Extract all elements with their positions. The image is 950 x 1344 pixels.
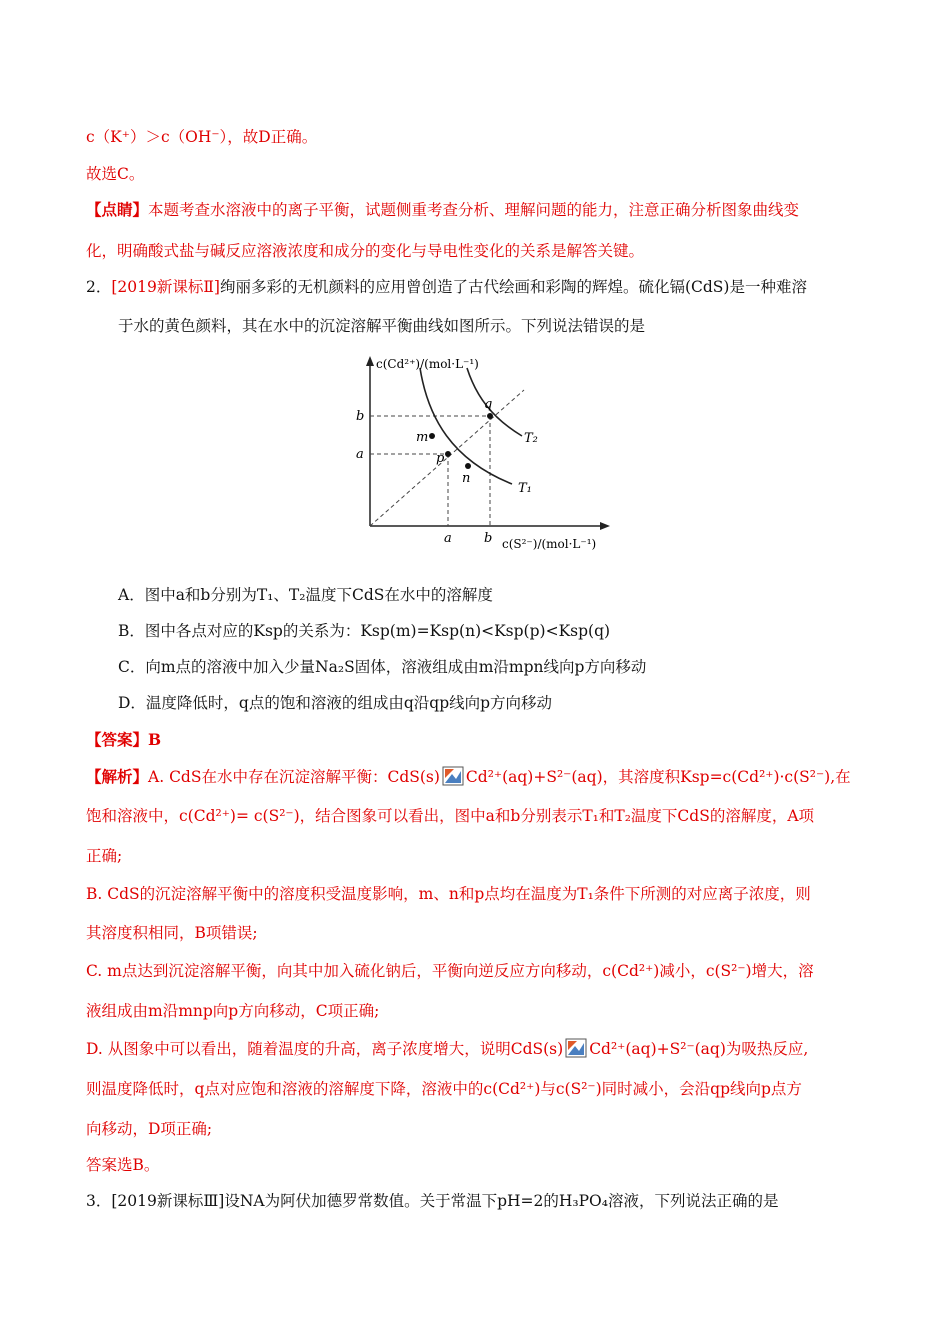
prev-note-line2: 化，明确酸式盐与碱反应溶液浓度和成分的变化与导电性变化的关系是解答关键。 bbox=[86, 242, 645, 260]
point-m bbox=[429, 433, 435, 439]
analysis-c-line1: C. m点达到沉淀溶解平衡，向其中加入硫化钠后，平衡向逆反应方向移动，c(Cd²⁺)减小，c(S²⁻)增大，溶 bbox=[86, 962, 814, 980]
note-tag: 【点睛】 bbox=[86, 200, 149, 219]
prev-note-line1 bbox=[86, 199, 799, 221]
point-n bbox=[465, 463, 471, 469]
label-m: m bbox=[416, 430, 429, 445]
q2-stem-line1 bbox=[86, 276, 807, 298]
q2-stem-text: 绚丽多彩的无机颜料的应用曾创造了古代绘画和彩陶的辉煌。硫化镉(CdS)是一种难溶 bbox=[219, 278, 807, 296]
analysis-d-line2: 则温度降低时，q点对应饱和溶液的溶解度下降，溶液中的c(Cd²⁺)与c(S²⁻)同时减小，会沿qp线向p点方 bbox=[86, 1080, 802, 1098]
broken-image-icon bbox=[565, 1038, 587, 1058]
point-q bbox=[487, 413, 493, 419]
y-tick-b: b bbox=[356, 409, 365, 424]
analysis-a-line2: 饱和溶液中，c(Cd²⁺)= c(S²⁻)，结合图象可以看出，图中a和b分别表示T₁和T₂温度下CdS的溶解度，A项 bbox=[86, 807, 815, 825]
option-d: D．温度降低时，q点的饱和溶液的组成由q沿qp线向p方向移动 bbox=[118, 694, 553, 712]
q2-number: 2． bbox=[86, 278, 112, 296]
analysis-c-line2: 液组成由m沿mnp向p方向移动，C项正确; bbox=[86, 1002, 380, 1020]
y-axis-label: c(Cd²⁺)/(mol·L⁻¹) bbox=[376, 357, 479, 371]
option-b: B．图中各点对应的Ksp的关系为：Ksp(m)=Ksp(n)<Ksp(p)<Ksp(q) bbox=[118, 622, 611, 640]
q2-source: [2019新课标Ⅱ] bbox=[111, 278, 220, 296]
prev-conclusion: c（K⁺）＞c（OH⁻），故D正确。 bbox=[86, 128, 318, 146]
label-q: q bbox=[484, 397, 493, 412]
solubility-figure bbox=[352, 348, 620, 556]
prev-choice: 故选C。 bbox=[86, 165, 145, 183]
analysis-d-line1 bbox=[86, 1038, 808, 1060]
label-p: p bbox=[436, 451, 445, 466]
analysis-b-line2: 其溶度积相同，B项错误; bbox=[86, 924, 258, 942]
analysis-tag: 【解析】 bbox=[86, 767, 149, 786]
analysis-d-text1: D. 从图象中可以看出，随着温度的升高，离子浓度增大，说明CdS(s) bbox=[86, 1040, 564, 1058]
analysis-a-text2: Cd²⁺(aq)+S²⁻(aq)，其溶度积Ksp=c(Cd²⁺)·c(S²⁻),在 bbox=[465, 768, 851, 786]
analysis-d-text2: Cd²⁺(aq)+S²⁻(aq)为吸热反应, bbox=[589, 1040, 809, 1058]
analysis-d-line3: 向移动，D项正确; bbox=[86, 1120, 213, 1138]
label-n: n bbox=[462, 471, 471, 486]
label-T1: T₁ bbox=[518, 481, 532, 496]
figure-background bbox=[352, 348, 620, 556]
x-axis-label: c(S²⁻)/(mol·L⁻¹) bbox=[502, 537, 597, 551]
point-p bbox=[445, 451, 451, 457]
x-tick-a: a bbox=[444, 531, 452, 546]
analysis-a-line3: 正确; bbox=[86, 847, 123, 865]
analysis-b-line1: B. CdS的沉淀溶解平衡中的溶度积受温度影响，m、n和p点均在温度为T₁条件下所测的对应离子浓度，则 bbox=[86, 885, 811, 903]
final-answer: 答案选B。 bbox=[86, 1156, 160, 1174]
option-c: C．向m点的溶液中加入少量Na₂S固体，溶液组成由m沿mpn线向p方向移动 bbox=[118, 658, 647, 676]
label-T2: T₂ bbox=[524, 431, 538, 446]
answer-line: 【答案】B bbox=[86, 730, 162, 749]
analysis-a-line1 bbox=[86, 766, 851, 788]
note-text: 本题考查水溶液中的离子平衡，试题侧重考查分析、理解问题的能力，注意正确分析图象曲线变 bbox=[148, 201, 800, 219]
x-tick-b: b bbox=[484, 531, 493, 546]
q2-stem-line2: 于水的黄色颜料，其在水中的沉淀溶解平衡曲线如图所示。下列说法错误的是 bbox=[118, 317, 646, 335]
option-a: A．图中a和b分别为T₁、T₂温度下CdS在水中的溶解度 bbox=[118, 586, 493, 604]
q3-stem: 3．[2019新课标Ⅲ]设NA为阿伏加德罗常数值。关于常温下pH=2的H₃PO₄溶液，下列说法正确的是 bbox=[86, 1192, 779, 1210]
analysis-a-text1: A. CdS在水中存在沉淀溶解平衡：CdS(s) bbox=[148, 768, 440, 786]
broken-image-icon bbox=[442, 766, 464, 786]
y-tick-a: a bbox=[356, 447, 364, 462]
